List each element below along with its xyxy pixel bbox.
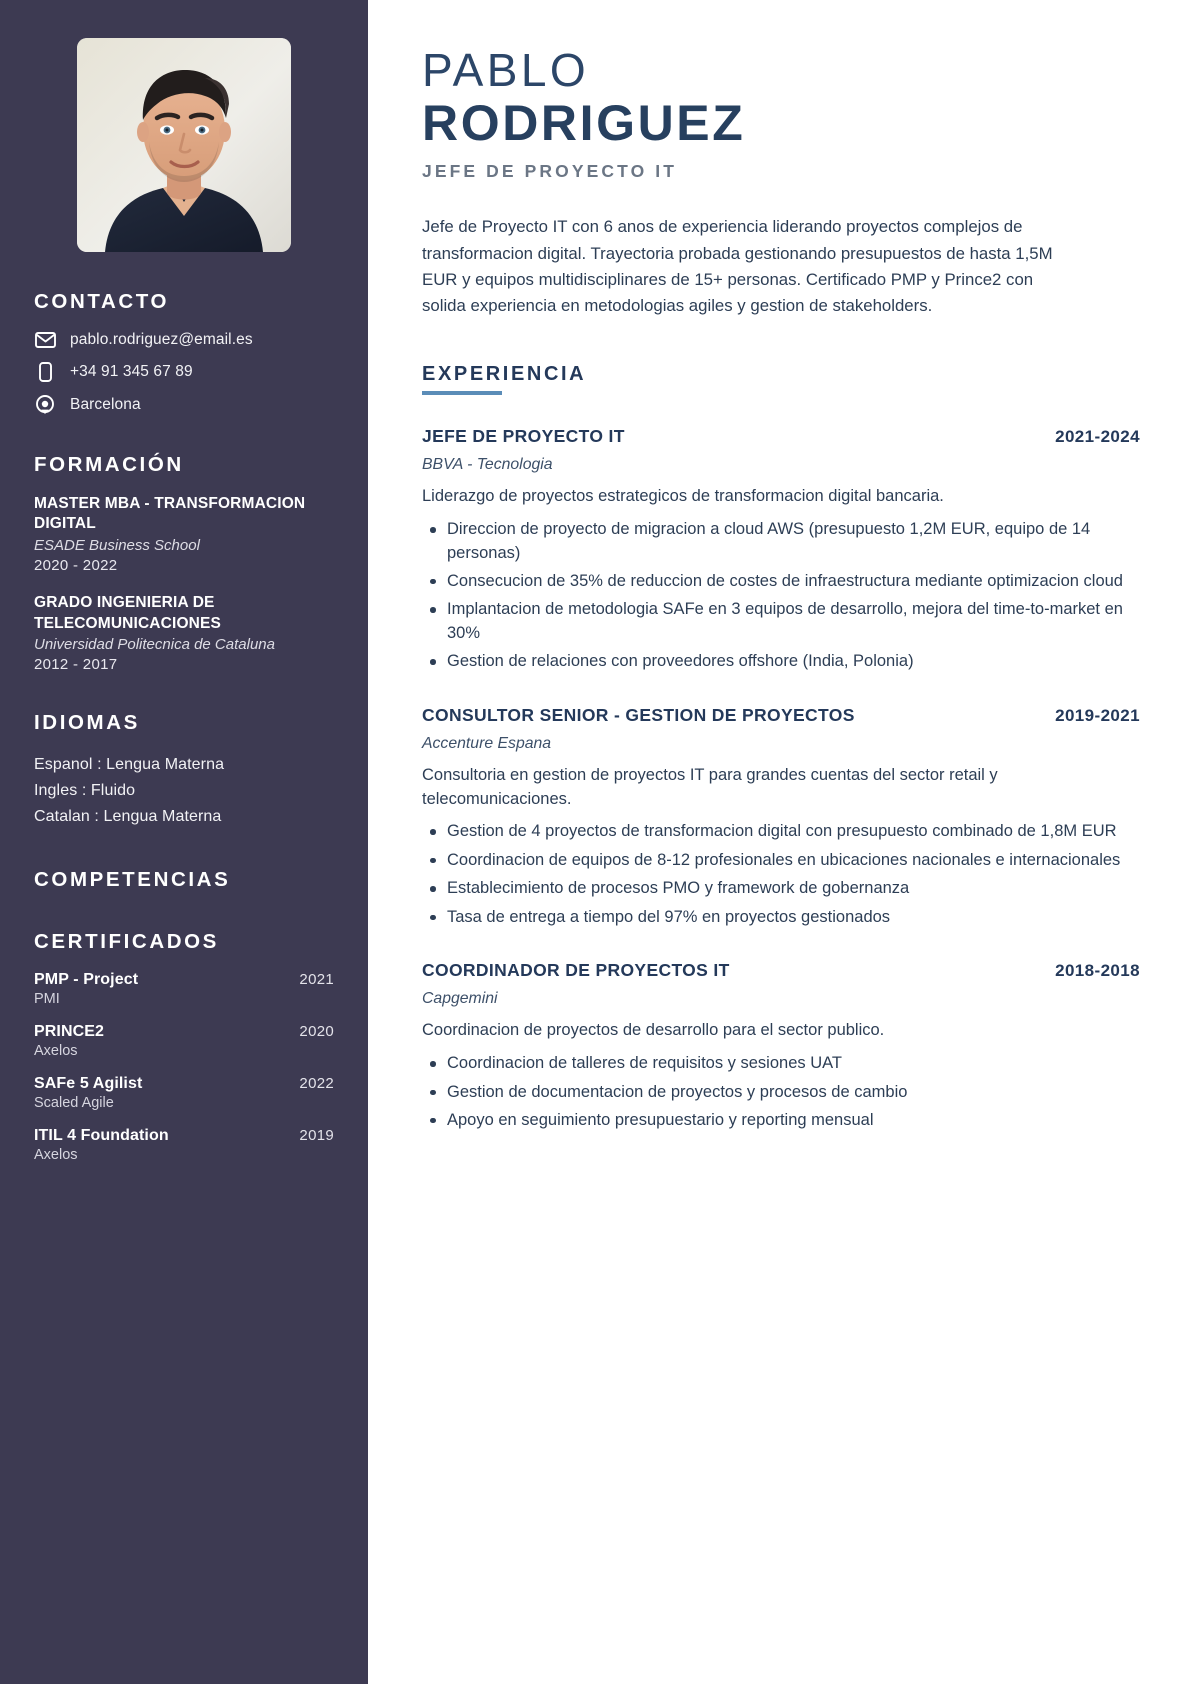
bullet-item: Establecimiento de procesos PMO y framework de gobernanza: [422, 877, 1140, 900]
idiomas-heading: IDIOMAS: [34, 711, 140, 735]
certificate-item: [34, 1075, 334, 1111]
contacto-heading: CONTACTO: [34, 290, 170, 313]
experience-item: [422, 960, 1140, 1132]
contact-email-value: pablo.rodriguez@email.es: [70, 331, 253, 348]
bullet-item: Apoyo en seguimiento presupuestario y reporting mensual: [422, 1109, 1140, 1132]
education-item: [34, 593, 334, 673]
education-school: Universidad Politecnica de Cataluna: [34, 636, 275, 654]
avatar: [77, 38, 291, 252]
experience-dates: 2021-2024: [1055, 427, 1140, 447]
location-pin-icon: [34, 395, 56, 415]
certificate-year: 2022: [299, 1075, 334, 1093]
certificados-heading: CERTIFICADOS: [34, 930, 219, 954]
language-item: Espanol : Lengua Materna: [34, 756, 225, 774]
certificate-year: 2020: [299, 1023, 334, 1041]
bullet-item: Coordinacion de talleres de requisitos y sesiones UAT: [422, 1052, 1140, 1075]
experience-dates: 2018-2018: [1055, 961, 1140, 981]
education-degree: GRADO INGENIERIA DE TELECOMUNICACIONES: [34, 594, 221, 632]
envelope-icon: [34, 332, 56, 348]
experience-description: Liderazgo de proyectos estrategicos de transformacion digital bancaria.: [422, 487, 944, 506]
sidebar: [0, 0, 368, 1684]
certificate-year: 2019: [299, 1127, 334, 1145]
last-name: RODRIGUEZ: [422, 95, 746, 152]
experience-bullets: [422, 820, 1140, 929]
contact-phone-value: +34 91 345 67 89: [70, 363, 193, 380]
certificate-year: 2021: [299, 971, 334, 989]
page-title: JEFE DE PROYECTO IT: [422, 161, 678, 182]
certificate-item: [34, 971, 334, 1007]
bullet-item: Direccion de proyecto de migracion a cloud AWS (presupuesto 1,2M EUR, equipo de 14 personas): [422, 518, 1140, 565]
first-name: PABLO: [422, 44, 589, 96]
bullet-item: Gestion de documentacion de proyectos y procesos de cambio: [422, 1081, 1140, 1104]
contact-location[interactable]: [34, 395, 334, 415]
experience-dates: 2019-2021: [1055, 705, 1140, 725]
education-item: [34, 494, 334, 574]
certificate-name: PMP - Project: [34, 971, 139, 989]
certificate-name: SAFe 5 Agilist: [34, 1075, 143, 1093]
experience-role: COORDINADOR DE PROYECTOS IT: [422, 960, 730, 981]
experience-description: Coordinacion de proyectos de desarrollo para el sector publico.: [422, 1021, 885, 1040]
certificate-name: PRINCE2: [34, 1023, 105, 1041]
experience-item: [422, 705, 1140, 930]
experience-bullets: [422, 1052, 1140, 1132]
certificate-org: Axelos: [34, 1043, 78, 1060]
education-years: 2020 - 2022: [34, 557, 118, 575]
certificate-name: ITIL 4 Foundation: [34, 1127, 169, 1145]
phone-icon: [34, 362, 56, 382]
bullet-item: Tasa de entrega a tiempo del 97% en proyectos gestionados: [422, 906, 1140, 929]
bullet-item: Gestion de 4 proyectos de transformacion digital con presupuesto combinado de 1,8M EUR: [422, 820, 1140, 843]
formacion-heading: FORMACIÓN: [34, 453, 184, 476]
bullet-item: Coordinacion de equipos de 8-12 profesionales en ubicaciones nacionales e internacionales: [422, 849, 1140, 872]
competencias-heading: COMPETENCIAS: [34, 868, 231, 892]
experience-company: Capgemini: [422, 990, 498, 1008]
certificate-org: PMI: [34, 991, 60, 1008]
experience-role: JEFE DE PROYECTO IT: [422, 426, 625, 447]
contact-phone[interactable]: [34, 362, 334, 382]
profile-photo-wrap: [0, 0, 368, 252]
bullet-item: Gestion de relaciones con proveedores offshore (India, Polonia): [422, 650, 1140, 673]
contact-email[interactable]: [34, 331, 334, 349]
certificate-org: Scaled Agile: [34, 1095, 114, 1112]
experience-company: Accenture Espana: [422, 734, 552, 752]
education-degree: MASTER MBA - TRANSFORMACION DIGITAL: [34, 495, 306, 533]
contact-location-value: Barcelona: [70, 396, 141, 413]
education-school: ESADE Business School: [34, 536, 200, 554]
experiencia-heading: EXPERIENCIA: [422, 363, 586, 395]
bullet-item: Implantacion de metodologia SAFe en 3 equipos de desarrollo, mejora del time-to-market en 30%: [422, 598, 1140, 645]
experience-role: CONSULTOR SENIOR - GESTION DE PROYECTOS: [422, 704, 855, 725]
bullet-item: Consecucion de 35% de reduccion de costes de infraestructura mediante optimizacion cloud: [422, 570, 1140, 593]
language-item: Ingles : Fluido: [34, 782, 136, 800]
certificate-org: Axelos: [34, 1147, 78, 1164]
experience-company: BBVA - Tecnologia: [422, 456, 553, 474]
experience-bullets: [422, 518, 1140, 674]
professional-summary: Jefe de Proyecto IT con 6 anos de experiencia liderando proyectos complejos de transformacion digital. Trayectoria probada gestionando presupuestos de hasta 1,5M EUR y equipos multidisciplinares de 15+ personas. Certificado PMP y Prince2 con solida experiencia en metodologias agiles y gestion de stakeholders.: [422, 217, 1053, 315]
certificate-item: [34, 1023, 334, 1059]
main-content: [368, 0, 1190, 1684]
language-item: Catalan : Lengua Materna: [34, 808, 222, 826]
certificate-item: [34, 1127, 334, 1163]
education-years: 2012 - 2017: [34, 656, 118, 674]
experience-item: [422, 426, 1140, 673]
experience-description: Consultoria en gestion de proyectos IT para grandes cuentas del sector retail y telecomunicaciones.: [422, 765, 998, 808]
